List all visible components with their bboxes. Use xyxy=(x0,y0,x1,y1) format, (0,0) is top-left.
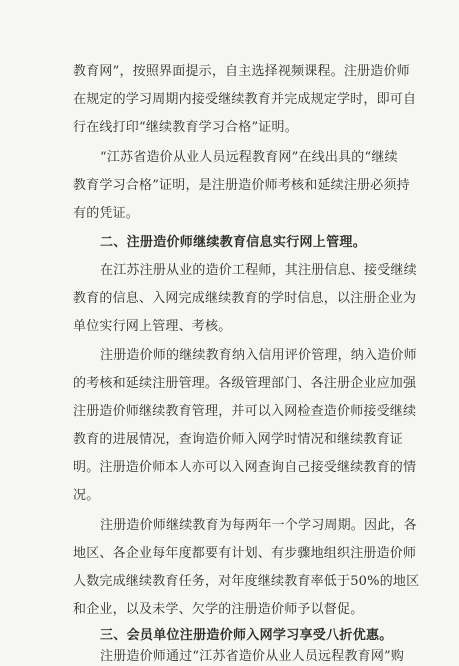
section-heading: 二、注册造价师继续教育信息实行网上管理。 xyxy=(100,235,367,250)
section-heading: 三、会员单位注册造价师入网学习享受八折优惠。 xyxy=(100,628,393,643)
paragraph-line: 教育网”，按照界面提示，自主选择视频课程。注册造价师 xyxy=(73,64,410,79)
paragraph-line: 明。注册造价师本人亦可以入网查询自己接受继续教育的情 xyxy=(73,460,417,475)
paragraph-line: 行在线打印“继续教育学习合格”证明。 xyxy=(73,120,298,135)
paragraph-line: 在江苏注册从业的造价工程师，其注册信息、接受继续 xyxy=(100,263,417,278)
paragraph-line: 教育的信息、入网完成继续教育的学时信息，以注册企业为 xyxy=(73,291,417,306)
paragraph-line: 注册造价师通过“江苏省造价从业人员远程教育网”购 xyxy=(100,649,405,664)
paragraph-line: 和企业，以及未学、欠学的注册造价师予以督促。 xyxy=(73,602,364,617)
paragraph-line: 在规定的学习周期内接受继续教育并完成规定学时，即可自 xyxy=(73,92,417,107)
paragraph-line: 地区、各企业每年度都要有计划、有步骤地组织注册造价师 xyxy=(73,546,417,561)
paragraph-line: “江苏省造价从业人员远程教育网”在线出具的“继续 xyxy=(100,150,398,165)
paragraph-line: 有的凭证。 xyxy=(73,206,140,221)
paragraph-line: 注册造价师继续教育为每两年一个学习周期。因此，各 xyxy=(100,518,417,533)
paragraph-line: 人数完成继续教育任务，对年度继续教育率低于50%的地区 xyxy=(73,574,420,589)
paragraph-line: 注册造价师的继续教育纳入信用评价管理，纳入造价师 xyxy=(100,348,417,363)
paragraph-line: 教育学习合格”证明，是注册造价师考核和延续注册必须持 xyxy=(73,178,410,193)
paragraph-line: 教育的进展情况，查询造价师入网学时情况和继续教育证 xyxy=(73,432,404,447)
paragraph-line: 的考核和延续注册管理。各级管理部门、各注册企业应加强 xyxy=(73,376,417,391)
paragraph-line: 况。 xyxy=(73,488,100,503)
paragraph-line: 注册造价师继续教育管理，并可以入网检查造价师接受继续 xyxy=(73,404,417,419)
paragraph-line: 单位实行网上管理、考核。 xyxy=(73,319,232,334)
